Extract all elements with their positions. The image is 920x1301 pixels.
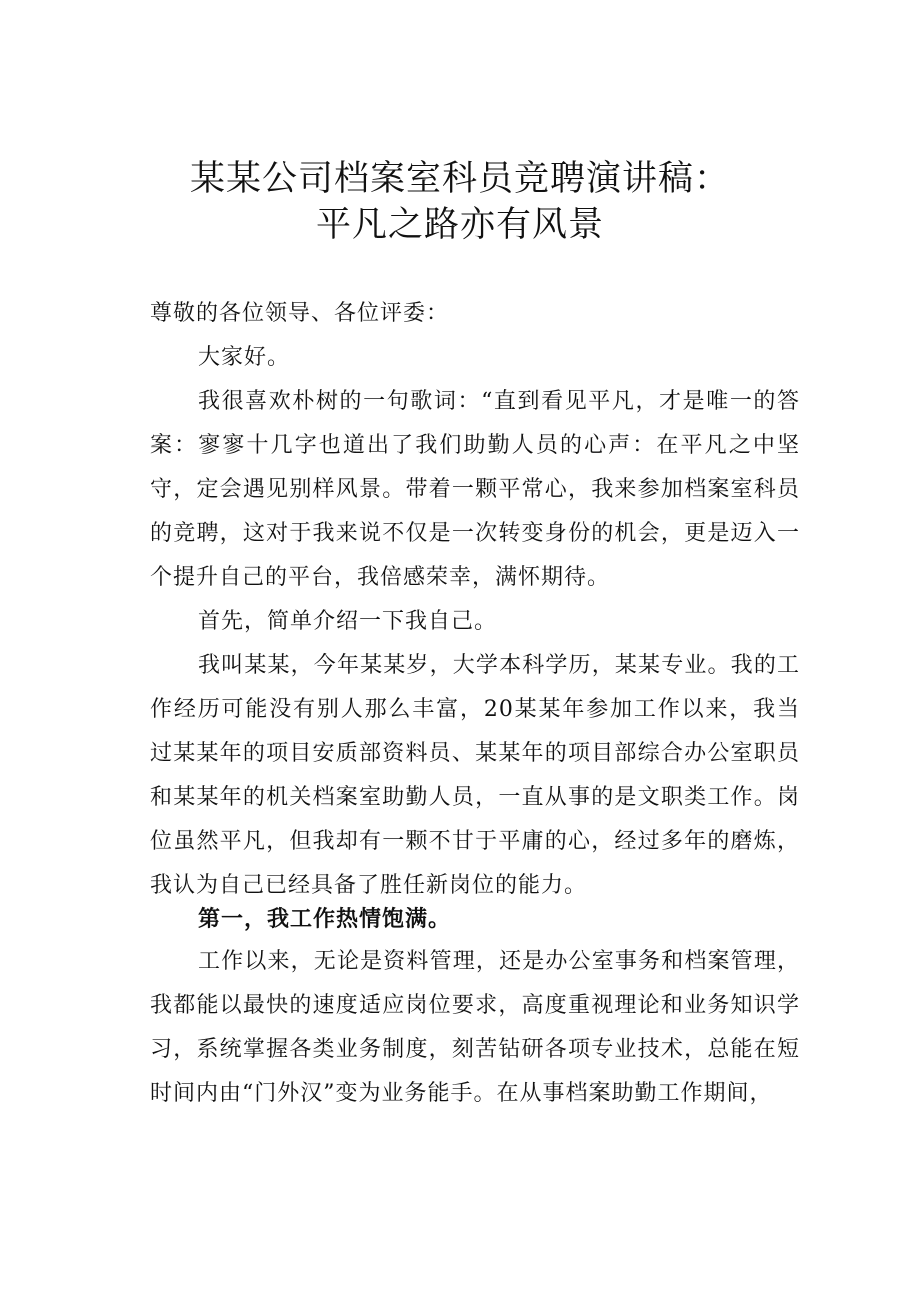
document-title-line-1: 某某公司档案室科员竞聘演讲稿： bbox=[189, 159, 730, 199]
introduction-paragraph: 首先，简单介绍一下我自己。 bbox=[198, 609, 498, 634]
work-enthusiasm-paragraph: 工作以来，无论是资料管理，还是办公室事务和档案管理，我都能以最快的速度适应岗位要求，高度重视理论和业务知识学习，系统掌握各类业务制度，刻苦钻研各项专业技术，总能在短时间内由“门外汉”变为业务能手。在从事档案助勤工作期间， bbox=[150, 949, 800, 1106]
salutation: 尊敬的各位领导、各位评委： bbox=[150, 301, 450, 326]
opening-paragraph: 我很喜欢朴树的一句歌词：“直到看见平凡，才是唯一的答案：寥寥十几字也道出了我们助勤人员的心声：在平凡之中坚守，定会遇见别样风景。带着一颗平常心，我来参加档案室科员的竞聘，这对于我来说不仅是一次转变身份的机会，更是迈入一个提升自己的平台，我倍感荣幸，满怀期待。 bbox=[150, 389, 800, 590]
document-title-line-2: 平凡之路亦有风景 bbox=[315, 205, 604, 245]
greeting-paragraph: 大家好。 bbox=[198, 345, 291, 370]
section-heading-first: 第一，我工作热情饱满。 bbox=[198, 906, 452, 932]
background-paragraph: 我叫某某，今年某某岁，大学本科学历，某某专业。我的工作经历可能没有别人那么丰富，20某某年参加工作以来，我当过某某年的项目安质部资料员、某某年的项目部综合办公室职员和某某年的机关档案室助勤人员，一直从事的是文职类工作。岗位虽然平凡，但我却有一颗不甘于平庸的心，经过多年的磨炼，我认为自己已经具备了胜任新岗位的能力。 bbox=[150, 653, 800, 898]
